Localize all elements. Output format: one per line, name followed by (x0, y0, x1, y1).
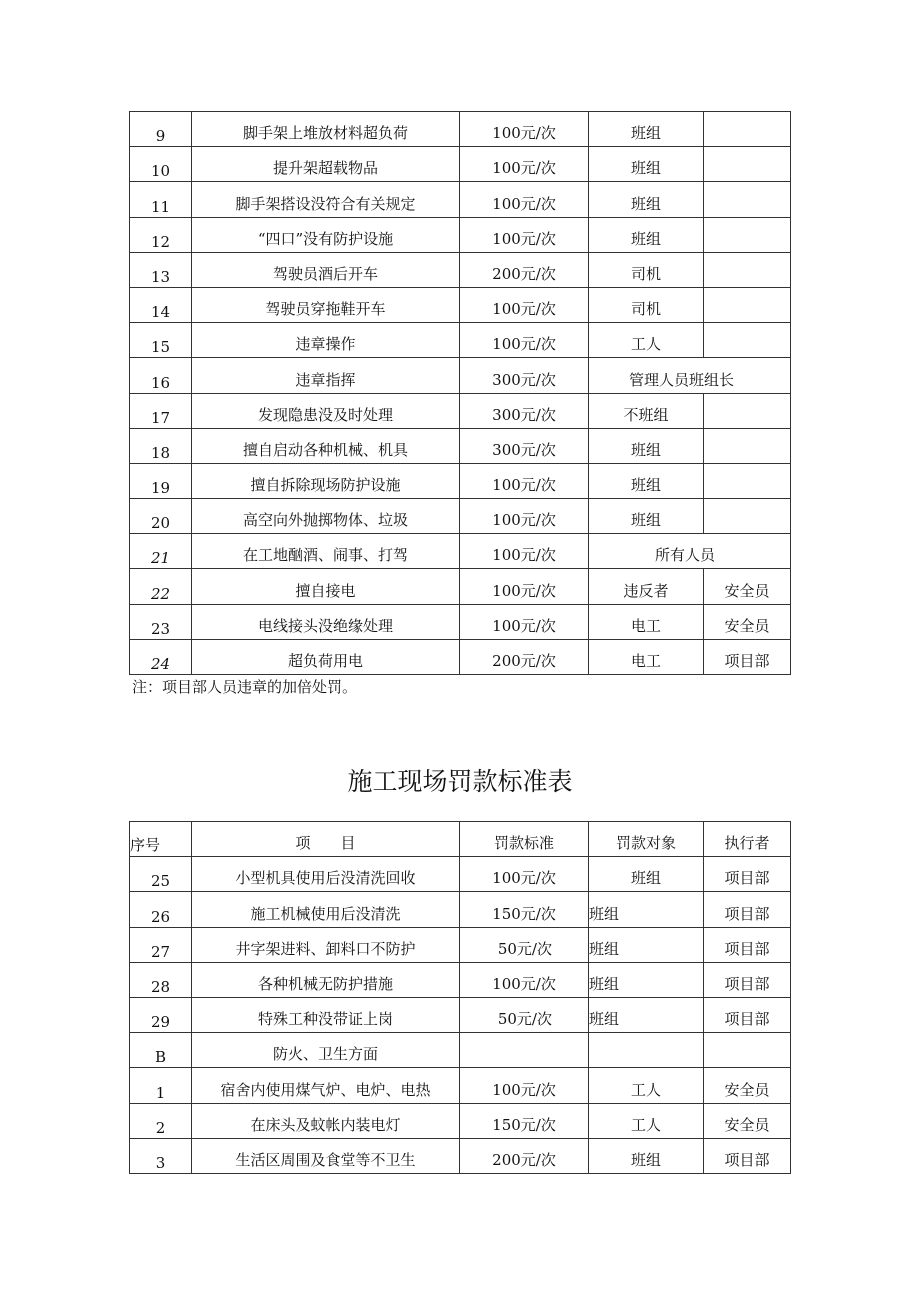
violation-item: 擅自接电 (192, 569, 460, 604)
table-row (130, 1033, 791, 1068)
executor: 安全员 (704, 604, 791, 639)
table-row (130, 147, 791, 182)
fine-amount: 100元/次 (460, 147, 589, 182)
violation-item: 超负荷用电 (192, 639, 460, 674)
violation-item: 宿舍内使用煤气炉、电炉、电热 (192, 1068, 460, 1103)
table-row (130, 428, 791, 463)
violation-item: 脚手架搭设没符合有关规定 (192, 182, 460, 217)
fine-amount: 100元/次 (460, 569, 589, 604)
executor (704, 463, 791, 498)
fine-target: 班组 (589, 463, 704, 498)
executor: 项目部 (704, 857, 791, 892)
fine-amount: 200元/次 (460, 639, 589, 674)
executor: 项目部 (704, 962, 791, 997)
fine-target: 班组 (589, 892, 704, 927)
fine-amount: 100元/次 (460, 463, 589, 498)
violation-item: 生活区周围及食堂等不卫生 (192, 1138, 460, 1173)
table-row (130, 217, 791, 252)
violation-item: 提升架超载物品 (192, 147, 460, 182)
fine-target: 工人 (589, 1068, 704, 1103)
table-row (130, 1103, 791, 1138)
row-number: 26 (130, 892, 192, 927)
fine-amount: 100元/次 (460, 1068, 589, 1103)
violation-item: 擅自拆除现场防护设施 (192, 463, 460, 498)
table-row (130, 997, 791, 1032)
fine-target-merged: 所有人员 (589, 534, 791, 569)
violation-item: 违章指挥 (192, 358, 460, 393)
row-number: 11 (130, 182, 192, 217)
violation-item: 擅自启动各种机械、机具 (192, 428, 460, 463)
table-row (130, 463, 791, 498)
row-number: 2 (130, 1103, 192, 1138)
table-row (130, 393, 791, 428)
header-fine: 罚款标准 (460, 822, 589, 857)
violation-item: 各种机械无防护措施 (192, 962, 460, 997)
violation-item: 驾驶员穿拖鞋开车 (192, 287, 460, 322)
fine-target: 违反者 (589, 569, 704, 604)
table-row (130, 962, 791, 997)
fine-amount: 100元/次 (460, 217, 589, 252)
executor (704, 217, 791, 252)
table-row (130, 892, 791, 927)
section-heading: 防火、卫生方面 (192, 1033, 460, 1068)
row-number: 17 (130, 393, 192, 428)
fine-amount: 300元/次 (460, 428, 589, 463)
violation-item: 电线接头没绝缘处理 (192, 604, 460, 639)
fine-target: 班组 (589, 997, 704, 1032)
fine-amount (460, 1033, 589, 1068)
fine-target: 班组 (589, 499, 704, 534)
table-row (130, 639, 791, 674)
table-row (130, 1068, 791, 1103)
fine-amount: 100元/次 (460, 534, 589, 569)
fine-target: 电工 (589, 604, 704, 639)
row-number: 23 (130, 604, 192, 639)
row-number: 10 (130, 147, 192, 182)
table-row (130, 323, 791, 358)
executor (704, 499, 791, 534)
violation-item: 在工地酗酒、闹事、打驾 (192, 534, 460, 569)
fine-target: 司机 (589, 252, 704, 287)
row-number: 13 (130, 252, 192, 287)
table-row (130, 252, 791, 287)
table-row (130, 857, 791, 892)
table-row (130, 499, 791, 534)
violation-item: “四口”没有防护设施 (192, 217, 460, 252)
executor (704, 393, 791, 428)
executor (704, 252, 791, 287)
executor (704, 428, 791, 463)
fine-amount: 200元/次 (460, 252, 589, 287)
header-no: 序号 (130, 822, 192, 857)
table-row (130, 182, 791, 217)
fine-target (589, 1033, 704, 1068)
violation-item: 脚手架上堆放材料超负荷 (192, 112, 460, 147)
violation-item: 违章操作 (192, 323, 460, 358)
fine-target: 班组 (589, 428, 704, 463)
violation-item: 高空向外抛掷物体、垃圾 (192, 499, 460, 534)
executor: 项目部 (704, 927, 791, 962)
row-number: 15 (130, 323, 192, 358)
violation-item: 驾驶员酒后开车 (192, 252, 460, 287)
fine-amount: 150元/次 (460, 1103, 589, 1138)
executor: 项目部 (704, 892, 791, 927)
violation-item: 在床头及蚊帐内装电灯 (192, 1103, 460, 1138)
fine-target: 工人 (589, 323, 704, 358)
table-row (130, 287, 791, 322)
violation-item: 特殊工种没带证上岗 (192, 997, 460, 1032)
fine-target: 班组 (589, 147, 704, 182)
fine-amount: 100元/次 (460, 962, 589, 997)
fine-target: 电工 (589, 639, 704, 674)
row-number: 22 (130, 569, 192, 604)
table-note: 注：项目部人员违章的加倍处罚。 (132, 678, 358, 696)
violation-item: 发现隐患没及时处理 (192, 393, 460, 428)
table-row (130, 534, 791, 569)
fine-target: 工人 (589, 1103, 704, 1138)
page-title: 施工现场罚款标准表 (347, 767, 573, 796)
row-number: 1 (130, 1068, 192, 1103)
row-number: 21 (130, 534, 192, 569)
executor (704, 323, 791, 358)
fine-target-merged: 管理人员班组长 (589, 358, 791, 393)
table-header-row (130, 822, 791, 857)
table-row (130, 112, 791, 147)
fine-amount: 100元/次 (460, 604, 589, 639)
fine-target: 司机 (589, 287, 704, 322)
row-number: 28 (130, 962, 192, 997)
fine-target: 班组 (589, 182, 704, 217)
row-number: 27 (130, 927, 192, 962)
executor: 项目部 (704, 639, 791, 674)
executor: 项目部 (704, 997, 791, 1032)
row-number: B (130, 1033, 192, 1068)
table-row (130, 1138, 791, 1173)
penalty-standard-table (129, 821, 791, 1174)
executor (704, 287, 791, 322)
fine-amount: 100元/次 (460, 857, 589, 892)
fine-amount: 50元/次 (460, 927, 589, 962)
executor (704, 1033, 791, 1068)
row-number: 20 (130, 499, 192, 534)
fine-amount: 150元/次 (460, 892, 589, 927)
fine-amount: 200元/次 (460, 1138, 589, 1173)
fine-target: 班组 (589, 857, 704, 892)
row-number: 14 (130, 287, 192, 322)
fine-target: 班组 (589, 962, 704, 997)
violation-item: 井字架进料、卸料口不防护 (192, 927, 460, 962)
fine-target: 班组 (589, 112, 704, 147)
fine-target: 班组 (589, 1138, 704, 1173)
row-number: 25 (130, 857, 192, 892)
table-row (130, 358, 791, 393)
row-number: 16 (130, 358, 192, 393)
fine-amount: 100元/次 (460, 182, 589, 217)
fine-amount: 50元/次 (460, 997, 589, 1032)
fine-amount: 300元/次 (460, 358, 589, 393)
executor: 安全员 (704, 569, 791, 604)
executor (704, 112, 791, 147)
fine-target: 班组 (589, 217, 704, 252)
row-number: 18 (130, 428, 192, 463)
fine-amount: 100元/次 (460, 499, 589, 534)
header-executor: 执行者 (704, 822, 791, 857)
executor: 安全员 (704, 1068, 791, 1103)
executor (704, 147, 791, 182)
executor: 安全员 (704, 1103, 791, 1138)
header-item: 项 目 (192, 822, 460, 857)
table-row (130, 569, 791, 604)
row-number: 24 (130, 639, 192, 674)
violation-item: 小型机具使用后没清洗回收 (192, 857, 460, 892)
fine-target: 班组 (589, 927, 704, 962)
row-number: 19 (130, 463, 192, 498)
row-number: 29 (130, 997, 192, 1032)
fine-amount: 100元/次 (460, 323, 589, 358)
row-number: 9 (130, 112, 192, 147)
table-row (130, 604, 791, 639)
row-number: 3 (130, 1138, 192, 1173)
row-number: 12 (130, 217, 192, 252)
fine-amount: 100元/次 (460, 287, 589, 322)
header-target: 罚款对象 (589, 822, 704, 857)
executor: 项目部 (704, 1138, 791, 1173)
fine-amount: 100元/次 (460, 112, 589, 147)
executor (704, 182, 791, 217)
table-row (130, 927, 791, 962)
fine-amount: 300元/次 (460, 393, 589, 428)
violation-item: 施工机械使用后没清洗 (192, 892, 460, 927)
penalty-table-continued (129, 111, 791, 675)
fine-target: 不班组 (589, 393, 704, 428)
